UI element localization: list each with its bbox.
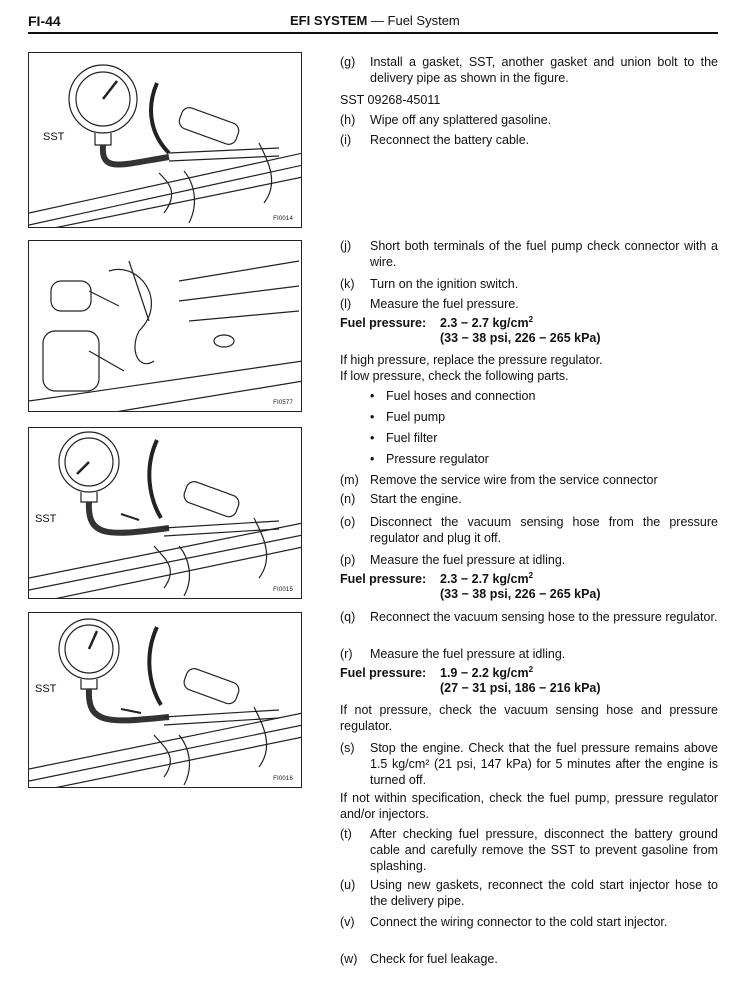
step-marker: (h): [340, 113, 356, 127]
figure-check-connector: [28, 240, 302, 412]
step-text: Disconnect the vacuum sensing hose from the pressure regulator and plug it off.: [370, 515, 718, 545]
section-title-bold: EFI SYSTEM: [290, 13, 368, 28]
bullet-text: Fuel pump: [386, 410, 446, 424]
gauge-illustration-3: [29, 613, 302, 788]
step-o: [340, 514, 718, 546]
low-pressure-note: If low pressure, check the following parts.: [340, 369, 569, 383]
bullet-text: Fuel filter: [386, 431, 438, 445]
step-text: Connect the wiring connector to the cold start injector.: [370, 915, 668, 929]
spec-value-line1: 1.9 − 2.2 $kg/cm^2$: [440, 665, 534, 680]
step-text: Check for fuel leakage.: [370, 952, 498, 966]
step-q: [340, 609, 718, 625]
sst-part-number: SST 09268-45011: [340, 93, 441, 107]
spec-label: Fuel pressure:: [340, 572, 427, 586]
figure-code: FI0016: [273, 776, 293, 782]
step-marker: (w): [340, 952, 358, 966]
gauge-illustration-1: [29, 53, 302, 228]
not-spec-note: If not within specification, check the fuel pump, pressure regulator and/or injectors.: [340, 791, 718, 821]
bullet-text: Fuel hoses and connection: [386, 389, 536, 403]
step-text: Measure the fuel pressure at idling.: [370, 647, 566, 661]
sst-label: SST: [35, 513, 57, 525]
step-marker: (g): [340, 55, 356, 69]
figure-gauge-vacuum-disconnect: [28, 427, 302, 599]
high-pressure-note: If high pressure, replace the pressure regulator.: [340, 353, 603, 367]
bullet-dot: •: [370, 410, 375, 424]
step-text: Remove the service wire from the service connector: [370, 473, 658, 487]
step-marker: (j): [340, 239, 352, 253]
step-k: [340, 276, 718, 292]
step-text: Reconnect the battery cable.: [370, 133, 530, 147]
bullet-dot: •: [370, 431, 375, 445]
step-s: [340, 740, 718, 788]
step-u: [340, 877, 718, 909]
step-text: Stop the engine. Check that the fuel pressure remains above 1.5 kg/cm² (21 psi, 147 kPa) for 5 minutes after the engine is turned off.: [370, 741, 718, 787]
step-marker: (n): [340, 492, 356, 506]
step-p: [340, 552, 718, 568]
bullet-dot: •: [370, 452, 375, 466]
sst-label: SST: [43, 131, 65, 143]
step-marker: (p): [340, 553, 356, 567]
step-text: Short both terminals of the fuel pump check connector with a wire.: [370, 239, 718, 269]
step-marker: (r): [340, 647, 353, 661]
step-g: [340, 54, 718, 86]
figure-code: FI0577: [273, 400, 293, 406]
step-r: [340, 646, 718, 662]
sst-label: SST: [35, 683, 57, 695]
step-marker: (s): [340, 741, 355, 755]
step-h: [340, 112, 718, 128]
figure-gauge-install: [28, 52, 302, 228]
step-text: Using new gaskets, reconnect the cold start injector hose to the delivery pipe.: [370, 878, 718, 908]
spec-value-line2: (27 − 31 psi, 186 − 216 kPa): [440, 681, 601, 695]
section-title: [290, 13, 460, 28]
step-v: [340, 914, 718, 930]
step-marker: (u): [340, 878, 356, 892]
step-l: [340, 296, 718, 312]
step-text: Reconnect the vacuum sensing hose to the pressure regulator.: [370, 610, 718, 624]
step-t: [340, 826, 718, 874]
step-text: Install a gasket, SST, another gasket and union bolt to the delivery pipe as shown in the figure.: [370, 55, 718, 85]
step-j: [340, 238, 718, 270]
step-marker: (m): [340, 473, 359, 487]
figure-code: FI0014: [273, 216, 293, 222]
step-m: [340, 472, 718, 488]
figure-code: FI0015: [273, 587, 293, 593]
section-title-rest: — Fuel System: [367, 13, 460, 28]
step-n: [340, 491, 718, 507]
step-text: Wipe off any splattered gasoline.: [370, 113, 552, 127]
step-marker: (t): [340, 827, 352, 841]
figure-gauge-vacuum-reconnect: [28, 612, 302, 788]
spec-value-line1: 2.3 − 2.7 $kg/cm^2$: [440, 315, 534, 330]
connector-illustration: [29, 241, 302, 412]
bullet-dot: •: [370, 389, 375, 403]
spec-value-line2: (33 − 38 psi, 226 − 265 kPa): [440, 331, 601, 345]
spec-value-line2: (33 − 38 psi, 226 − 265 kPa): [440, 587, 601, 601]
step-text: Measure the fuel pressure.: [370, 297, 519, 311]
instructions-column: [340, 54, 718, 969]
step-marker: (l): [340, 297, 352, 311]
spec-label: Fuel pressure:: [340, 666, 427, 680]
step-marker: (i): [340, 133, 352, 147]
gauge-illustration-2: [29, 428, 302, 599]
step-text: Turn on the ignition switch.: [370, 277, 519, 291]
step-text: Start the engine.: [370, 492, 462, 506]
page-number: FI-44: [28, 13, 61, 29]
step-marker: (q): [340, 610, 356, 624]
step-text: Measure the fuel pressure at idling.: [370, 553, 566, 567]
spec-label: Fuel pressure:: [340, 316, 427, 330]
spec-value-line1: 2.3 − 2.7 $kg/cm^2$: [440, 571, 534, 586]
step-text: After checking fuel pressure, disconnect the battery ground cable and carefully remove the SST to prevent gasoline from splashing.: [370, 827, 718, 873]
step-w: [340, 951, 718, 967]
not-pressure-note: If not pressure, check the vacuum sensing hose and pressure regulator.: [340, 703, 718, 733]
step-marker: (k): [340, 277, 355, 291]
bullet-text: Pressure regulator: [386, 452, 489, 466]
header-rule: [28, 32, 718, 34]
step-marker: (v): [340, 915, 355, 929]
page-header: [28, 13, 718, 31]
step-i: [340, 132, 718, 148]
step-marker: (o): [340, 515, 356, 529]
